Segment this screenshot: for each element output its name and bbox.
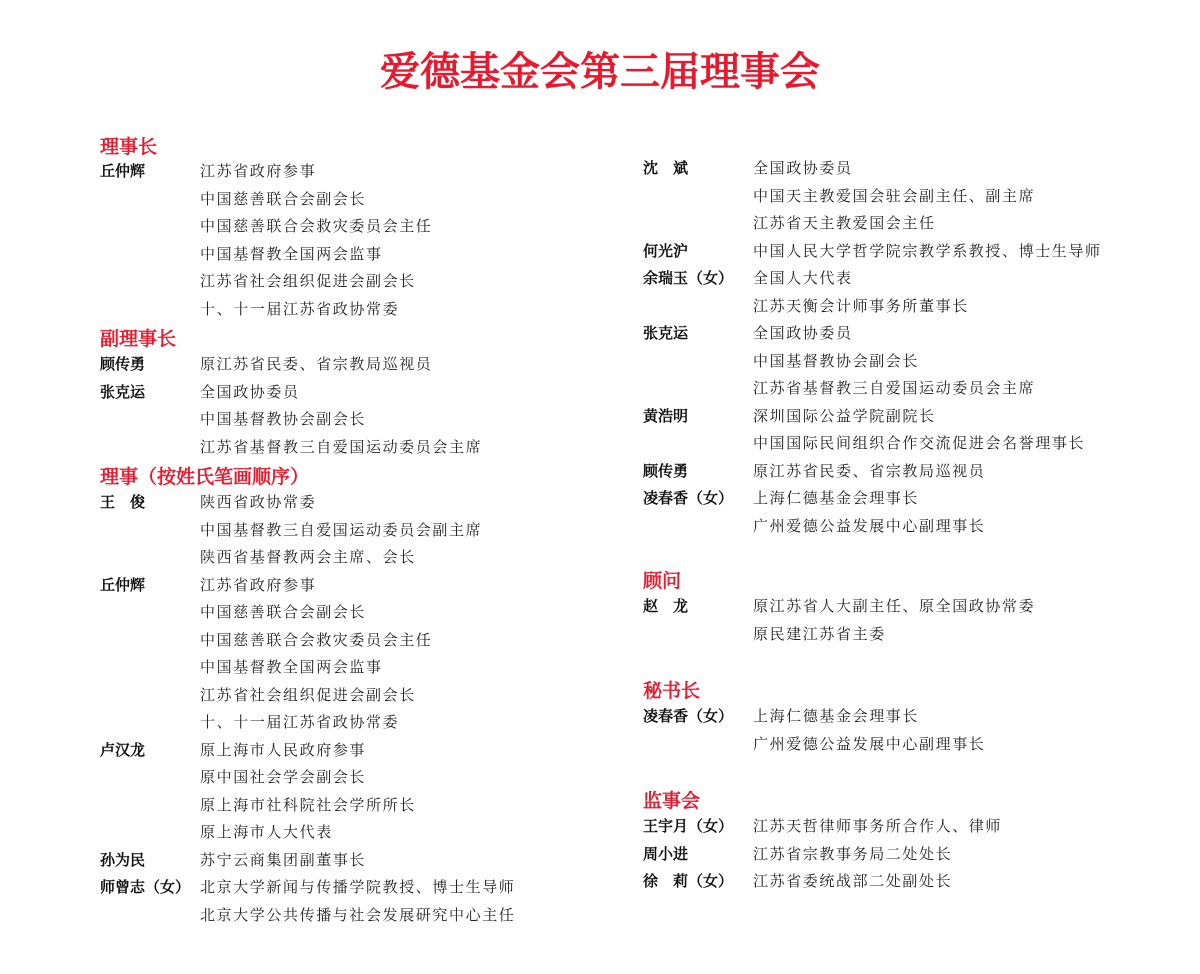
member-role: 中国国际民间组织合作交流促进会名誉理事长	[753, 434, 1086, 452]
member-name: 卢汉龙	[100, 740, 146, 759]
member-role: 陕西省政协常委	[200, 493, 317, 511]
member-role: 深圳国际公益学院副院长	[753, 406, 936, 425]
member-role: 广州爱德公益发展中心副理事长	[753, 516, 986, 535]
member-role: 全国人大代表	[753, 269, 853, 287]
member-name: 何光沪	[643, 241, 689, 260]
member-role: 江苏省宗教事务局二处处长	[753, 844, 953, 863]
member-name: 丘仲辉	[100, 575, 146, 594]
section-heading-chairman: 理事长	[100, 136, 158, 158]
member-role: 江苏省天主教爱国会主任	[753, 214, 936, 232]
section-heading-advisor: 顾问	[643, 570, 682, 592]
member-role: 中国慈善联合会救灾委员会主任	[200, 217, 433, 235]
member-name: 徐 莉（女）	[643, 872, 734, 890]
member-name: 王宇月（女）	[643, 817, 734, 835]
member-role: 原上海市人大代表	[200, 823, 333, 841]
member-name: 黄浩明	[643, 406, 689, 425]
member-role: 全国政协委员	[753, 159, 853, 177]
page-title: 爱德基金会第三届理事会	[380, 49, 820, 95]
member-role: 中国基督教全国两会监事	[200, 658, 383, 676]
member-role: 原民建江苏省主委	[753, 624, 886, 643]
member-role: 江苏省政府参事	[200, 575, 317, 594]
member-role: 北京大学公共传播与社会发展研究中心主任	[200, 905, 516, 924]
member-role: 苏宁云商集团副董事长	[200, 850, 367, 869]
member-role: 江苏省基督教三自爱国运动委员会主席	[200, 437, 483, 456]
member-role: 原江苏省人大副主任、原全国政协常委	[753, 597, 1036, 615]
member-role: 中国基督教三自爱国运动委员会副主席	[200, 520, 483, 539]
member-name: 丘仲辉	[100, 162, 146, 180]
member-name: 余瑞玉（女）	[643, 269, 734, 287]
member-role: 中国人民大学哲学院宗教学系教授、博士生导师	[753, 241, 1102, 260]
member-role: 江苏省政府参事	[200, 162, 317, 180]
member-role: 十、十一届江苏省政协常委	[200, 713, 400, 731]
member-role: 原上海市人民政府参事	[200, 740, 367, 759]
member-name: 张克运	[643, 324, 689, 342]
member-name: 张克运	[100, 382, 146, 401]
member-name: 周小进	[643, 844, 689, 863]
member-role: 中国基督教协会副会长	[200, 410, 367, 428]
member-role: 上海仁德基金会理事长	[753, 707, 920, 725]
member-role: 江苏天衡会计师事务所董事长	[753, 296, 969, 315]
member-name: 顾传勇	[100, 355, 146, 373]
section-heading-secretary-general: 秘书长	[643, 680, 701, 702]
member-role: 广州爱德公益发展中心副理事长	[753, 734, 986, 753]
member-role: 全国政协委员	[753, 324, 853, 342]
member-role: 十、十一届江苏省政协常委	[200, 299, 400, 318]
member-role: 江苏省委统战部二处副处长	[753, 872, 953, 890]
member-role: 中国慈善联合会副会长	[200, 603, 367, 621]
member-role: 中国天主教爱国会驻会副主任、副主席	[753, 186, 1036, 205]
member-role: 原上海市社科院社会学所所长	[200, 795, 416, 814]
member-role: 全国政协委员	[200, 382, 300, 401]
member-role: 中国慈善联合会救灾委员会主任	[200, 630, 433, 649]
member-role: 江苏天哲律师事务所合作人、律师	[753, 817, 1003, 835]
member-name: 凌春香（女）	[643, 707, 734, 725]
member-role: 江苏省基督教三自爱国运动委员会主席	[753, 379, 1036, 397]
member-name: 王 俊	[100, 493, 146, 511]
member-role: 北京大学新闻与传播学院教授、博士生导师	[200, 878, 516, 896]
member-role: 原江苏省民委、省宗教局巡视员	[200, 355, 433, 373]
member-name: 凌春香（女）	[643, 489, 734, 507]
member-name: 孙为民	[100, 850, 146, 869]
section-heading-supervisors: 监事会	[643, 790, 701, 812]
member-name: 赵 龙	[643, 597, 689, 615]
member-role: 中国基督教全国两会监事	[200, 244, 383, 263]
member-name: 师曾志（女）	[100, 878, 191, 896]
section-heading-vice-chairman: 副理事长	[100, 328, 177, 350]
member-role: 江苏省社会组织促进会副会长	[200, 685, 416, 704]
member-name: 顾传勇	[643, 461, 689, 480]
member-role: 中国慈善联合会副会长	[200, 189, 367, 208]
member-role: 江苏省社会组织促进会副会长	[200, 272, 416, 290]
member-role: 原中国社会学会副会长	[200, 768, 367, 786]
section-heading-directors: 理事（按姓氏笔画顺序）	[100, 466, 310, 488]
member-role: 中国基督教协会副会长	[753, 351, 920, 370]
member-role: 上海仁德基金会理事长	[753, 489, 920, 507]
member-name: 沈 斌	[643, 159, 689, 177]
member-role: 原江苏省民委、省宗教局巡视员	[753, 461, 986, 480]
member-role: 陕西省基督教两会主席、会长	[200, 548, 416, 566]
